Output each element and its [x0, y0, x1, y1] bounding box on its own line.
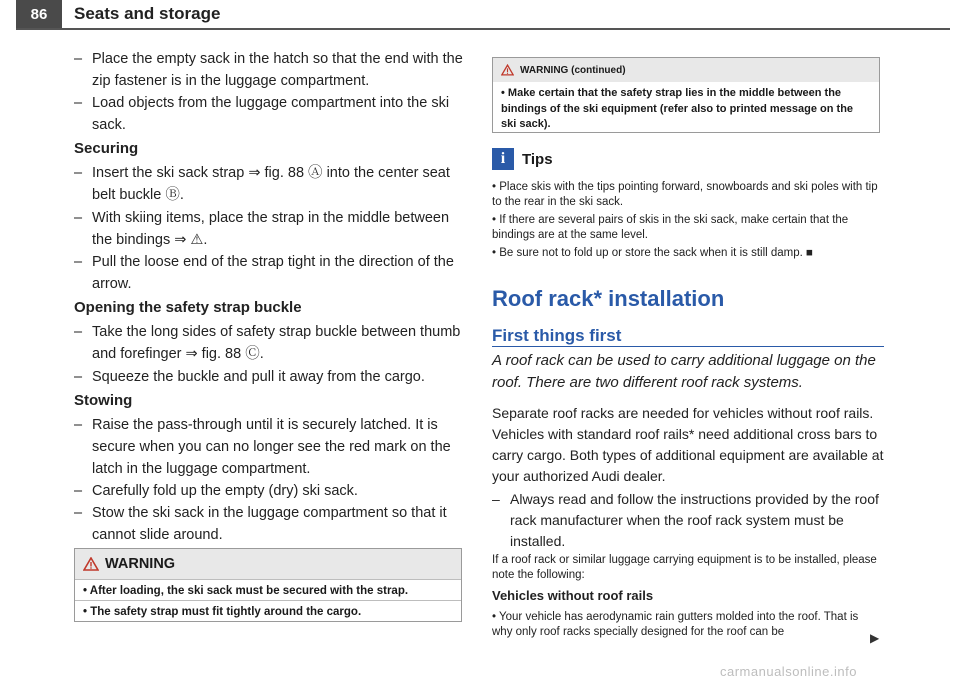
- body-paragraph: Separate roof racks are needed for vehicles without roof rails. Vehicles with standard roof rails* need additional cross bars to carry cargo. Both types of additional equipment are available at your authorized Audi dealer.: [492, 405, 884, 484]
- warning-continued-header: [493, 58, 879, 82]
- page-title: Seats and storage: [74, 4, 221, 23]
- tip-item: • Be sure not to fold up or store the sack when it is still damp. ■: [492, 247, 813, 259]
- list-item: – Insert the ski sack strap ⇒ fig. 88 Ⓐ into the center seat belt buckle Ⓑ.: [74, 162, 464, 206]
- warning-title: WARNING: [105, 556, 176, 572]
- subsection-divider: [492, 346, 884, 347]
- warning-box: [74, 548, 462, 622]
- list-item: – Place the empty sack in the hatch so that the end with the zip fastener is in the luggage compartment.: [74, 48, 464, 92]
- tip-item: • If there are several pairs of skis in the ski sack, make certain that the bindings are at the same level.: [492, 214, 849, 241]
- warning-line: • The safety strap must fit tightly around the cargo.: [75, 600, 461, 621]
- tip-item: • Place skis with the tips pointing forward, snowboards and ski poles with tip to the rear in the ski sack.: [492, 181, 878, 208]
- section-heading-opening: Opening the safety strap buckle: [74, 299, 302, 316]
- warning-triangle-icon: [83, 557, 99, 571]
- list-item: – Squeeze the buckle and pull it away from the cargo.: [74, 366, 464, 388]
- next-page-arrow-icon: ▶: [870, 631, 880, 645]
- section-heading-vehicles: Vehicles without roof rails: [492, 588, 654, 603]
- info-icon: i: [492, 148, 514, 170]
- warning-header: [75, 549, 461, 579]
- note-text: If a roof rack or similar luggage carrying equipment is to be installed, please note the following:: [492, 554, 877, 581]
- list-item: – Take the long sides of safety strap buckle between thumb and forefinger ⇒ fig. 88 Ⓒ.: [74, 321, 464, 365]
- page-number: 86: [16, 0, 62, 28]
- tips-title: Tips: [522, 150, 553, 168]
- warning-continued-box: [492, 57, 880, 133]
- list-item: – Stow the ski sack in the luggage compartment so that it cannot slide around.: [74, 502, 464, 546]
- warning-triangle-icon: [501, 64, 514, 76]
- subsection-title: First things first: [492, 326, 622, 345]
- vehicles-text: • Your vehicle has aerodynamic rain gutters molded into the roof. That is why only roof racks specially designed for the roof can be: [492, 611, 859, 638]
- section-heading-stowing: Stowing: [74, 392, 133, 409]
- list-item: – Always read and follow the instructions provided by the roof rack manufacturer when the roof rack system must be installed.: [492, 489, 884, 552]
- list-item: – Carefully fold up the empty (dry) ski sack.: [74, 480, 464, 502]
- watermark: carmanualsonline.info: [720, 664, 857, 679]
- intro-text: A roof rack can be used to carry additional luggage on the roof. There are two different roof rack systems.: [492, 352, 876, 391]
- tips-heading: [492, 148, 553, 170]
- warning-continued-text: • Make certain that the safety strap lies in the middle between the bindings of the ski equipment (refer also to printed message on the ski sack).: [501, 87, 854, 130]
- section-heading-securing: Securing: [74, 140, 139, 157]
- section-title-roof-rack: Roof rack* installation: [492, 286, 725, 311]
- warning-continued-title: WARNING (continued): [520, 64, 626, 76]
- list-item: – Pull the loose end of the strap tight in the direction of the arrow.: [74, 251, 464, 295]
- list-item: – With skiing items, place the strap in the middle between the bindings ⇒ ⚠.: [74, 207, 464, 251]
- header-divider: [16, 28, 950, 30]
- warning-line: • After loading, the ski sack must be secured with the strap.: [75, 579, 461, 600]
- list-item: – Raise the pass-through until it is securely latched. It is secure when you can no longer see the red mark on the latch in the luggage compartment.: [74, 414, 464, 480]
- list-item: – Load objects from the luggage compartment into the ski sack.: [74, 92, 464, 136]
